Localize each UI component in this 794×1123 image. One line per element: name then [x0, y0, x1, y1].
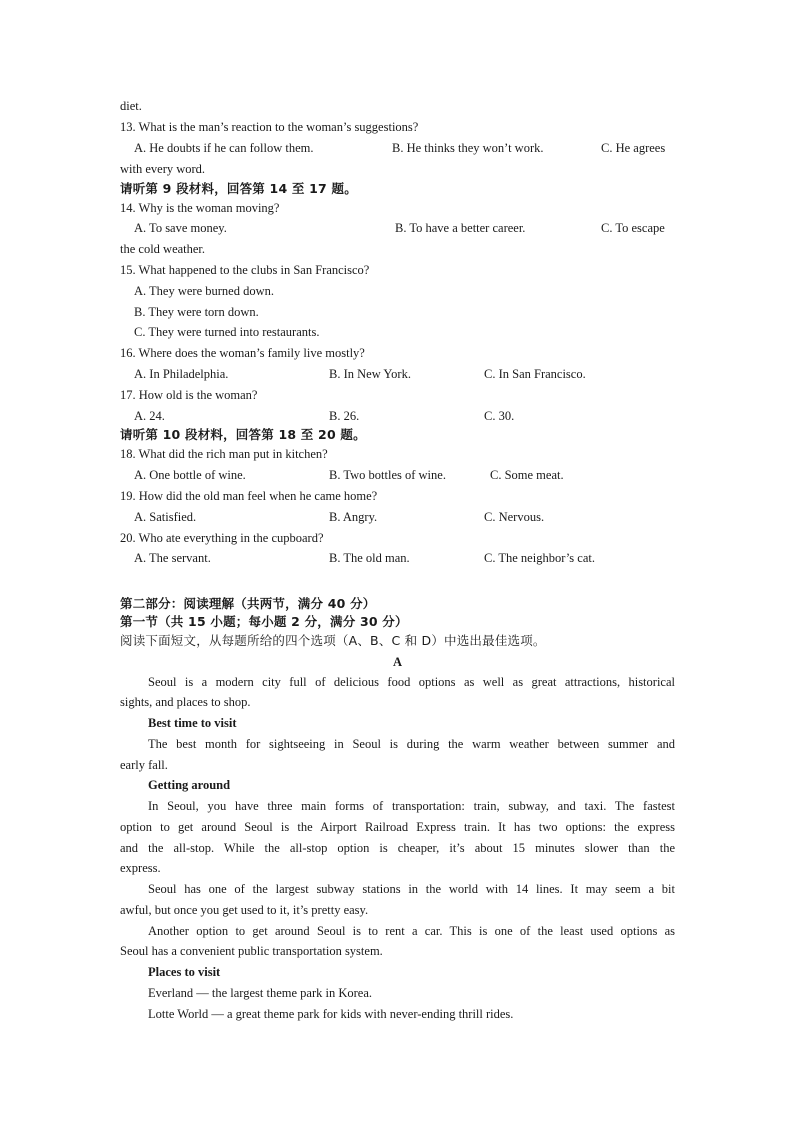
getting-around-p2-line-1: Seoul has one of the largest subway stations in the world with 14 lines. It may seem a bit	[148, 882, 675, 896]
section-10-header: 请听第 10 段材料，回答第 18 至 20 题。	[120, 427, 366, 442]
q14-option-a: A. To save money.	[134, 221, 227, 235]
q15-option-a: A. They were burned down.	[134, 284, 275, 298]
question-13: 13. What is the man’s reaction to the woman’s suggestions?	[120, 120, 419, 134]
q20-option-b: B. The old man.	[329, 551, 410, 565]
q20-option-a: A. The servant.	[134, 551, 211, 565]
q14-option-c-cont: the cold weather.	[120, 242, 206, 256]
intro-line-2: sights, and places to shop.	[120, 695, 251, 709]
q14-option-b: B. To have a better career.	[395, 221, 526, 235]
q17-option-c: C. 30.	[484, 409, 515, 423]
q19-option-b: B. Angry.	[329, 510, 378, 524]
getting-around-p3-line-1: Another option to get around Seoul is to rent a car. This is one of the least used options as	[148, 924, 675, 938]
getting-around-p3-line-2: Seoul has a convenient public transportation system.	[120, 944, 383, 958]
passage-label: A	[392, 655, 403, 669]
question-17: 17. How old is the woman?	[120, 388, 258, 402]
q18-option-c: C. Some meat.	[490, 468, 564, 482]
question-14: 14. Why is the woman moving?	[120, 201, 280, 215]
question-16: 16. Where does the woman’s family live mostly?	[120, 346, 365, 360]
q14-option-c: C. To escape	[601, 221, 665, 235]
q17-option-a: A. 24.	[134, 409, 165, 423]
q16-option-b: B. In New York.	[329, 367, 411, 381]
getting-around-p2-line-2: awful, but once you get used to it, it’s pretty easy.	[120, 903, 369, 917]
q13-option-c: C. He agrees	[601, 141, 666, 155]
place-lotte-world: Lotte World — a great theme park for kids with never-ending thrill rides.	[148, 1007, 514, 1021]
q20-option-c: C. The neighbor’s cat.	[484, 551, 595, 565]
question-20: 20. Who ate everything in the cupboard?	[120, 531, 324, 545]
getting-around-p1-line-3: and the all-stop. While the all-stop option is cheaper, it’s about 15 minutes slower than the	[120, 841, 675, 855]
q15-option-c: C. They were turned into restaurants.	[134, 325, 320, 339]
reading-part-title: 第二部分：阅读理解（共两节，满分 40 分）	[120, 596, 376, 611]
places-heading: Places to visit	[148, 965, 221, 979]
q18-option-b: B. Two bottles of wine.	[329, 468, 446, 482]
q18-option-a: A. One bottle of wine.	[134, 468, 246, 482]
place-everland: Everland — the largest theme park in Korea.	[148, 986, 372, 1000]
reading-section-title: 第一节（共 15 小题；每小题 2 分，满分 30 分）	[120, 614, 408, 629]
q13-option-b: B. He thinks they won’t work.	[392, 141, 544, 155]
best-time-line-1: The best month for sightseeing in Seoul is during the warm weather between summer and	[148, 737, 675, 751]
getting-around-p1-line-2: option to get around Seoul is the Airport Railroad Express train. It has two options: the express	[120, 820, 675, 834]
best-time-line-2: early fall.	[120, 758, 168, 772]
question-19: 19. How did the old man feel when he came home?	[120, 489, 378, 503]
intro-line-1: Seoul is a modern city full of delicious food options as well as great attractions, historical	[148, 675, 675, 689]
q16-option-c: C. In San Francisco.	[484, 367, 586, 381]
question-18: 18. What did the rich man put in kitchen?	[120, 447, 328, 461]
best-time-heading: Best time to visit	[148, 716, 237, 730]
q16-option-a: A. In Philadelphia.	[134, 367, 229, 381]
q17-option-b: B. 26.	[329, 409, 360, 423]
section-9-header: 请听第 9 段材料，回答第 14 至 17 题。	[120, 181, 357, 196]
q19-option-c: C. Nervous.	[484, 510, 545, 524]
q19-option-a: A. Satisfied.	[134, 510, 197, 524]
q15-option-b: B. They were torn down.	[134, 305, 259, 319]
q13-option-a: A. He doubts if he can follow them.	[134, 141, 314, 155]
q12-continuation: diet.	[120, 99, 142, 113]
question-15: 15. What happened to the clubs in San Francisco?	[120, 263, 370, 277]
q13-option-c-cont: with every word.	[120, 162, 206, 176]
reading-instructions: 阅读下面短文，从每题所给的四个选项（A、B、C 和 D）中选出最佳选项。	[120, 633, 546, 648]
getting-around-p1-line-4: express.	[120, 861, 161, 875]
getting-around-heading: Getting around	[148, 778, 231, 792]
getting-around-p1-line-1: In Seoul, you have three main forms of transportation: train, subway, and taxi. The fastest	[148, 799, 675, 813]
